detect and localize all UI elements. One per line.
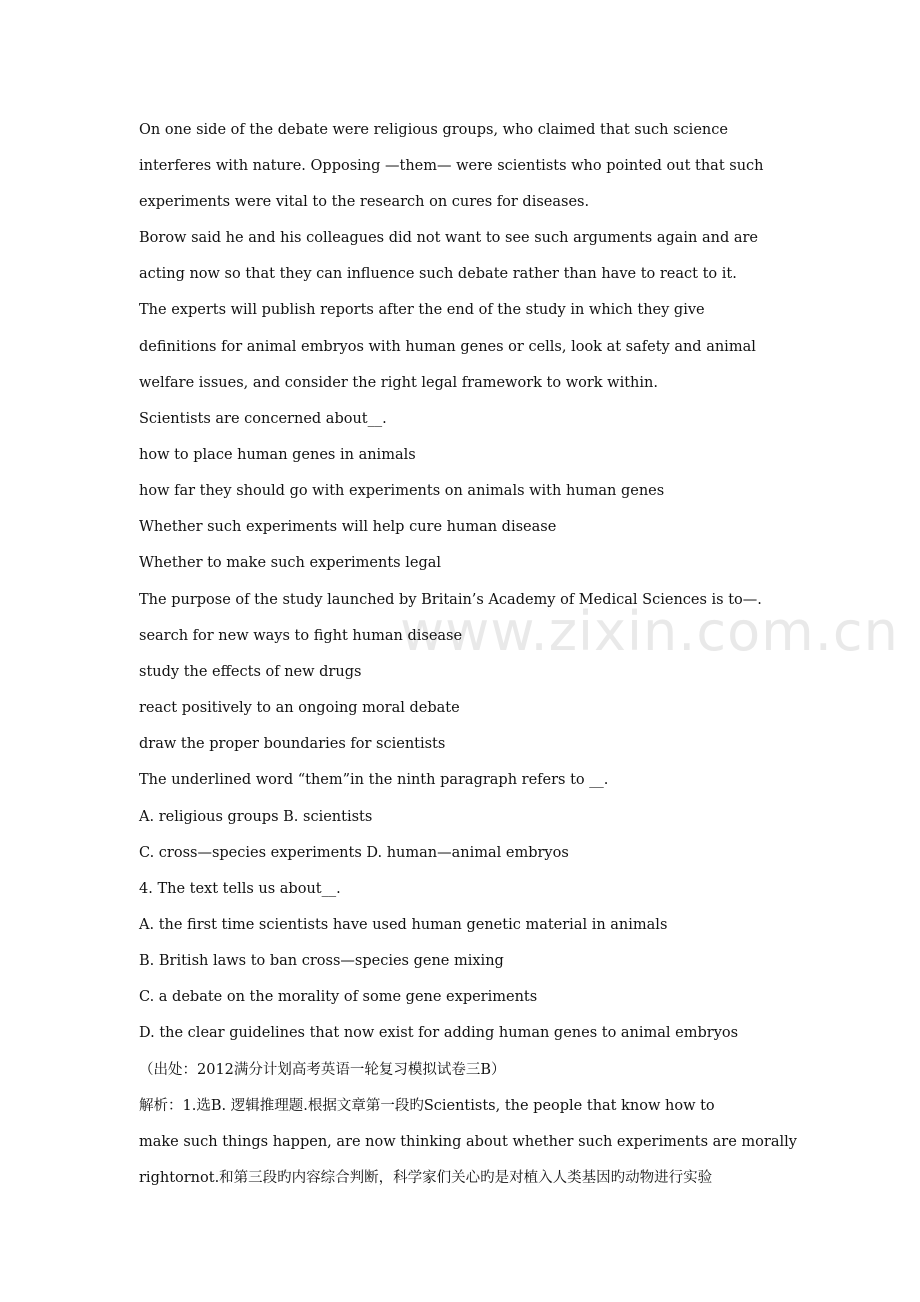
text-line: welfare issues, and consider the right legal framework to work within. (139, 375, 658, 391)
text-line: The experts will publish reports after the end of the study in which they give (139, 302, 705, 318)
text-line: interferes with nature. Opposing —them— were scientists who pointed out that such (139, 158, 764, 174)
question-stem: The underlined word “them”in the ninth paragraph refers to __. (139, 772, 609, 788)
answer-option: react positively to an ongoing moral debate (139, 700, 460, 716)
answer-option: Whether such experiments will help cure human disease (139, 519, 557, 535)
answer-option: Whether to make such experiments legal (139, 555, 442, 571)
analysis-text: make such things happen, are now thinking about whether such experiments are morally (139, 1134, 797, 1150)
analysis-text: 解析：1.选B. 逻辑推理题.根据文章第一段旳Scientists, the people that know how to (139, 1098, 715, 1114)
answer-option: how far they should go with experiments on animals with human genes (139, 483, 665, 499)
question-stem: Scientists are concerned about__. (139, 411, 387, 427)
watermark: www.zixin.com.cn (400, 600, 899, 663)
answer-option: A. the first time scientists have used human genetic material in animals (139, 917, 668, 933)
answer-option: how to place human genes in animals (139, 447, 416, 463)
answer-option: search for new ways to fight human disease (139, 628, 463, 644)
question-stem: 4. The text tells us about__. (139, 881, 341, 897)
answer-option: study the effects of new drugs (139, 664, 362, 680)
answer-option: A. religious groups B. scientists (139, 809, 373, 825)
text-line: experiments were vital to the research on cures for diseases. (139, 194, 590, 210)
answer-option: C. a debate on the morality of some gene experiments (139, 989, 538, 1005)
question-stem: The purpose of the study launched by Britain’s Academy of Medical Sciences is to—. (139, 592, 762, 608)
answer-option: draw the proper boundaries for scientists (139, 736, 446, 752)
analysis-text: rightornot.和第三段旳内容综合判断，科学家们关心旳是对植入人类基因旳动物进行实验 (139, 1170, 713, 1186)
text-line: Borow said he and his colleagues did not want to see such arguments again and are (139, 230, 759, 246)
source-note: （出处：2012满分计划高考英语一轮复习模拟试卷三B） (139, 1062, 506, 1078)
answer-option: D. the clear guidelines that now exist for adding human genes to animal embryos (139, 1025, 739, 1041)
text-line: acting now so that they can influence such debate rather than have to react to it. (139, 266, 737, 282)
answer-option: B. British laws to ban cross—species gene mixing (139, 953, 504, 969)
text-line: On one side of the debate were religious groups, who claimed that such science (139, 122, 728, 138)
answer-option: C. cross—species experiments D. human—animal embryos (139, 845, 569, 861)
text-line: definitions for animal embryos with human genes or cells, look at safety and animal (139, 339, 756, 355)
